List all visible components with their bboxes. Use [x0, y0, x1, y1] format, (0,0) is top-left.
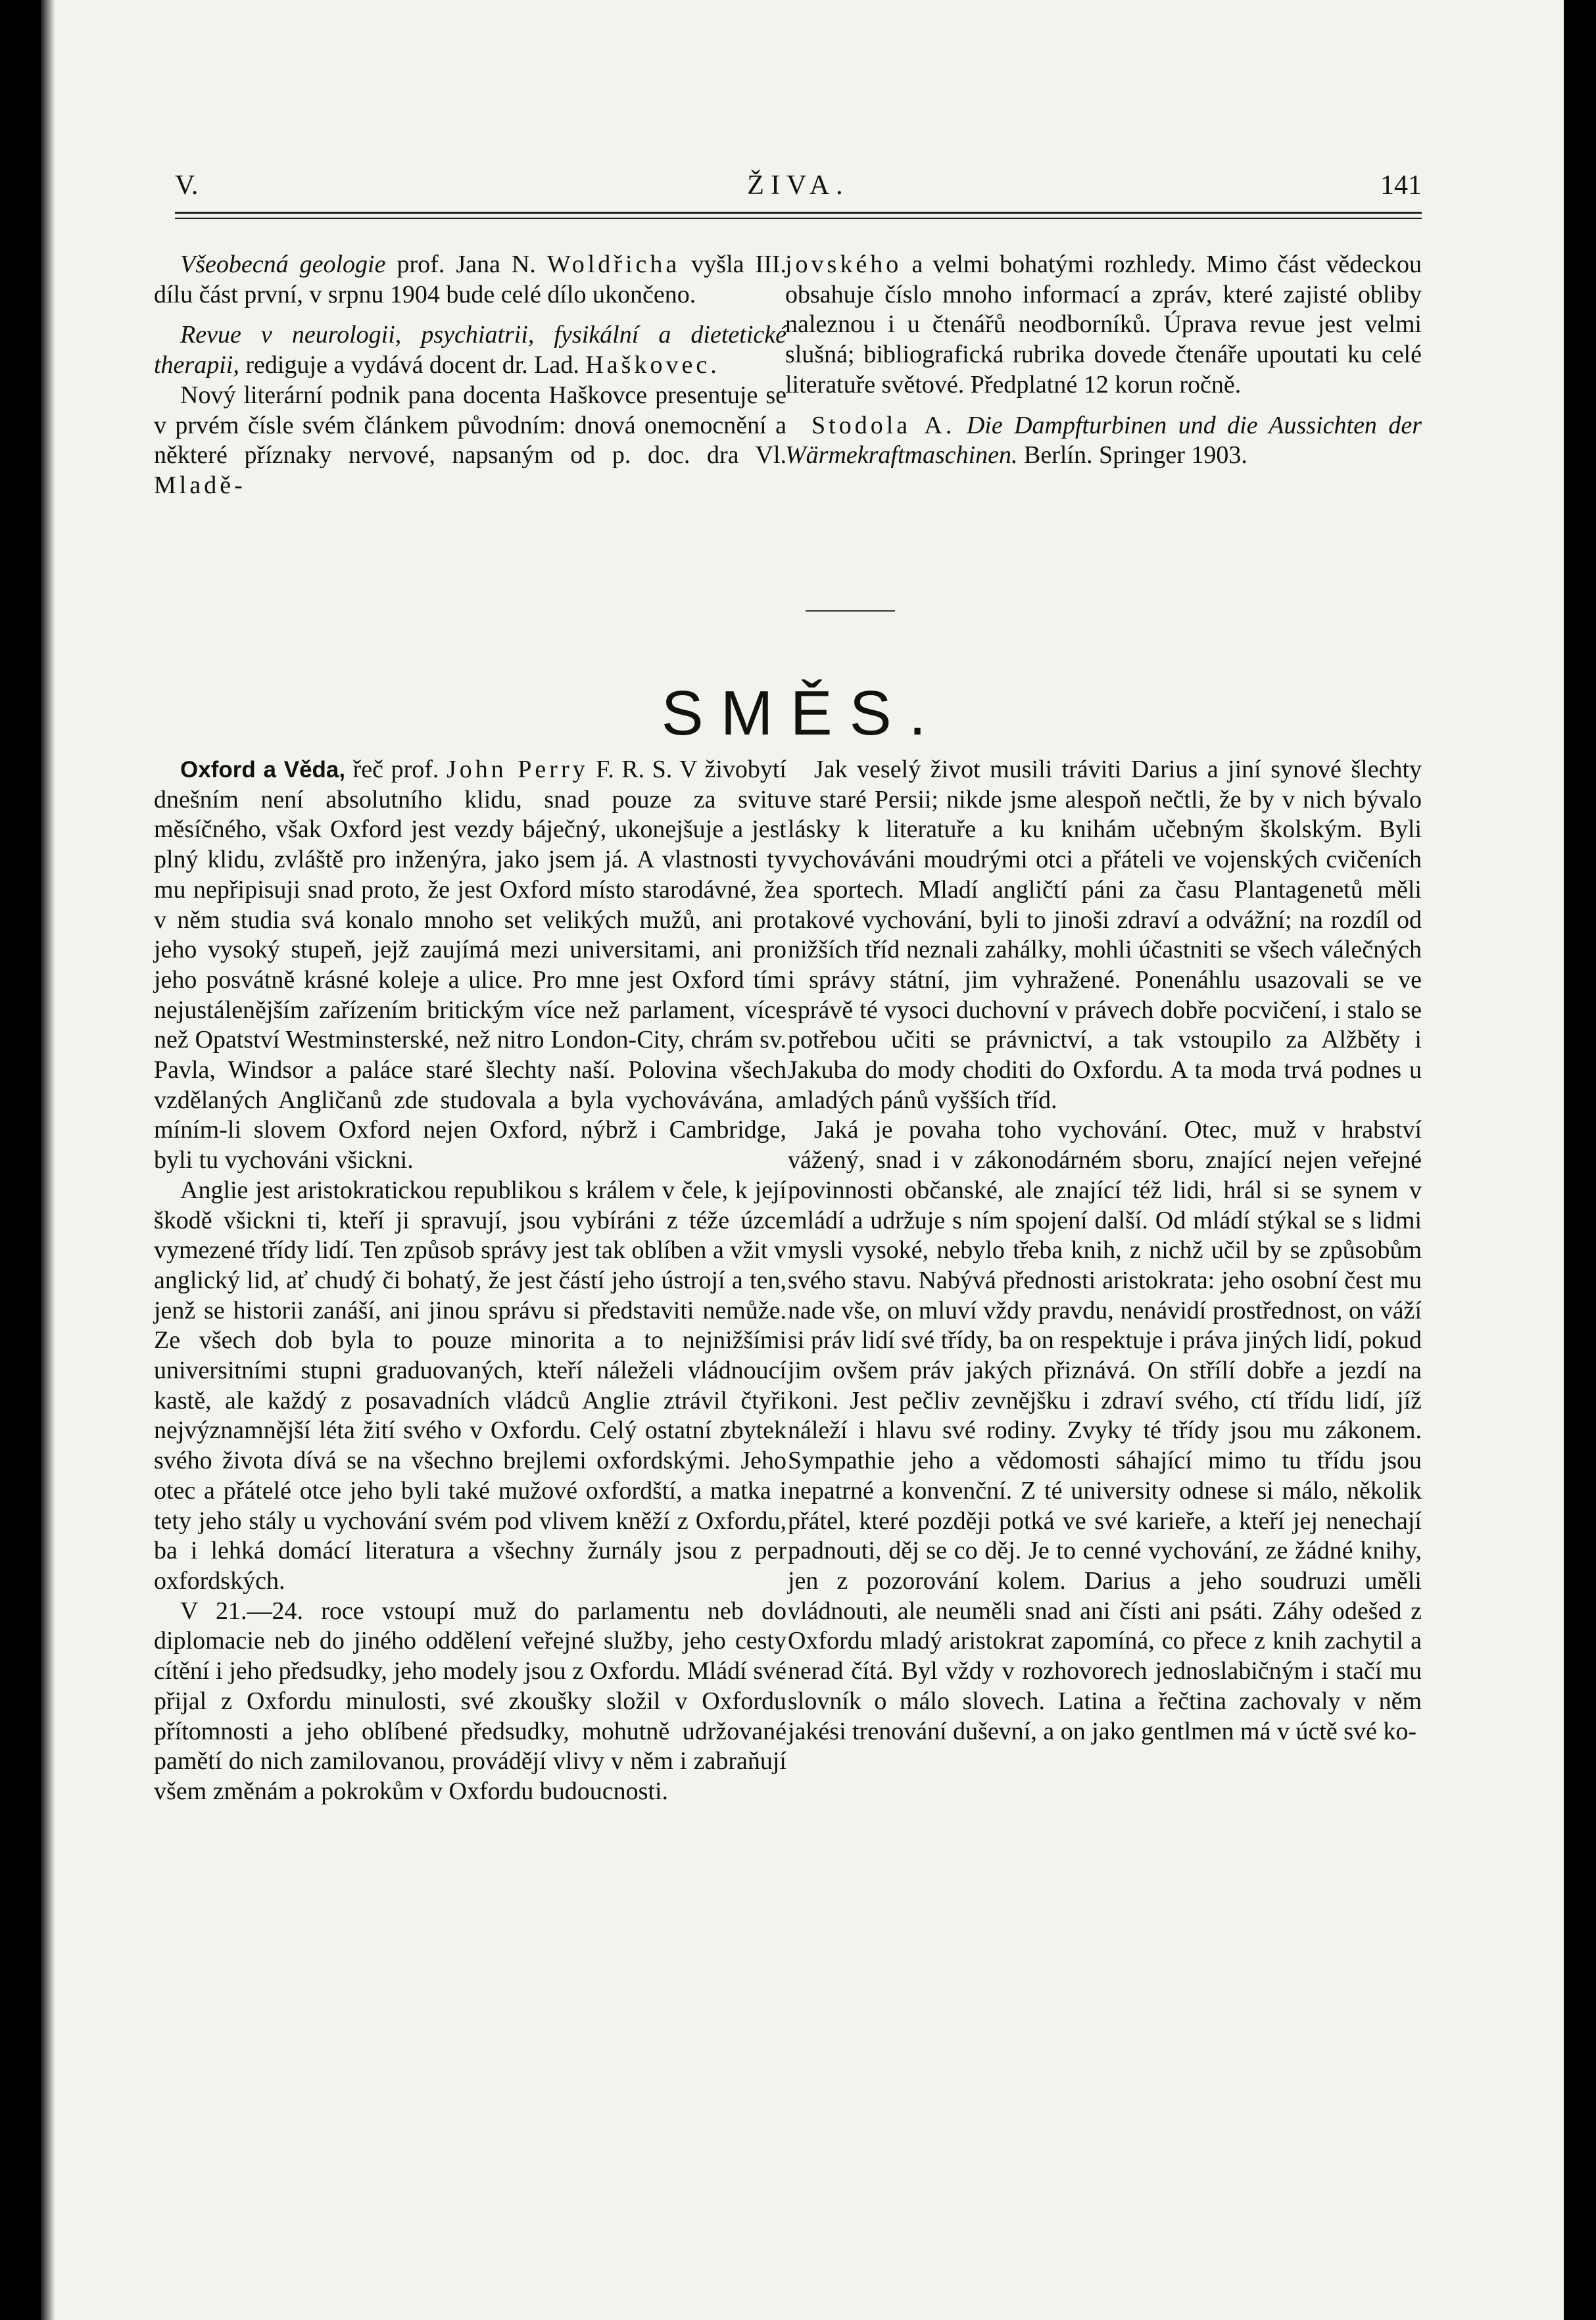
- note-revue-content: Nový literární podnik pana docenta Haškovce presentuje se v prvém čísle svém článkem původním: dnová onemocnění a některé příznaky nervové, napsaným od p. doc. dra Vl. Mladě-: [154, 381, 786, 499]
- volume-label: V.: [175, 170, 199, 201]
- note-revue: Revue v neurologii, psychiatrii, fysikální a dietetické therapii, rediguje a vydává docent dr. Lad. Haškovec.: [154, 321, 786, 379]
- header-double-rule: [175, 212, 1422, 219]
- article-oxford-p2: Anglie jest aristokratickou republikou s králem v čele, k její škodě všickni ti, kteří ji spravují, jsou vybíráni z téže úzce vymezené třídy lidí. Ten způsob správy jest tak oblíben a vžit v anglický lid, ať chudý či bohatý, že jest částí jeho ústrojí a ten, jenž se historii zanáší, ani jinou správu si představiti nemůže. Ze všech dob byla to pouze minorita a to nejnižšími universitními stupni graduovaných, kteří náleželi vládnoucí kastě, ale každý z posavadních vládců Anglie ztrávil čtyři nejvýznamnější léta žití svého v Oxfordu. Celý ostatní zbytek svého života dívá se na všechno brejlemi oxfordskými. Jeho otec a přátelé otce jeho byli také mužové oxfordští, a matka i tety jeho stály u vychování svém pod vlivem kněží z Oxfordu, ba i lehká domácí literatura a všechny žurnály jsou z per oxfordských.: [154, 1176, 786, 1595]
- top-right-column: [785, 250, 1422, 471]
- top-left-column: [154, 250, 786, 501]
- scan-edge-shadow: [41, 0, 55, 2320]
- page-number: 141: [1380, 170, 1422, 201]
- journal-title: ŽIVA.: [747, 170, 850, 201]
- note-stodola: Stodola A. Die Dampfturbinen und die Aussichten der Wärmekraftmaschinen. Berlín. Springer 1903.: [785, 411, 1422, 470]
- journal-page: [41, 0, 1564, 2320]
- note-geologie: Všeobecná geologie prof. Jana N. Woldřicha vyšla III. dílu část první, v srpnu 1904 bude celé dílo ukončeno.: [154, 251, 787, 308]
- section-heading: SMĚS.: [661, 678, 944, 748]
- article-oxford-intro: Oxford a Věda, řeč prof. John Perry F. R. S. V živobytí dnešním není absolutního klidu, snad pouze za svitu měsíčného, však Oxford jest vezdy báječný, ukonejšuje a jest plný klidu, zvláště pro inženýra, jako jsem já. A vlastnosti ty mu nepřipisuji snad proto, že jest Oxford místo starodávné, že v něm studia svá konalo mnoho set velikých mužů, ani pro jeho vysoký stupeň, jejž zaujímá mezi universitami, ani pro jeho posvátně krásné koleje a ulice. Pro mne jest Oxford tím nejustálenějším zařízením britickým více než parlament, více než Opatství Westminsterské, než nitro London-City, chrám sv. Pavla, Windsor a paláce staré šlechty naší. Polovina všech vzdělaných Angličanů zde studovala a byla vychovávána, a míním-li slovem Oxford nejen Oxford, nýbrž i Cambridge, byli tu vychováni všickni.: [154, 756, 786, 1174]
- article-oxford-p3: V 21.—24. roce vstoupí muž do parlamentu neb do diplomacie neb do jiného oddělení veřejné služby, jeho cesty cítění i jeho předsudky, jeho modely jsou z Oxfordu. Mládí své přijal z Oxfordu minulosti, své zkoušky složil v Oxfordu přítomnosti a jeho oblíbené předsudky, mohutně udržované pamětí do nich zamilovanou, provádějí vlivy v něm i zabraňují všem změnám a pokrokům v Oxfordu budoucnosti.: [154, 1597, 786, 1805]
- running-header: [175, 170, 1422, 209]
- note-revue-continued: jovského a velmi bohatými rozhledy. Mimo část vědeckou obsahuje číslo mnoho informací a zpráv, které zajisté obliby naleznou i u čtenářů neodborníků. Úprava revue jest velmi slušná; bibliografická rubrika dovede čtenáře upoutati ku celé literatuře světové. Předplatné 12 korun ročně.: [785, 251, 1422, 399]
- article-oxford-p5: Jaká je povaha toho vychování. Otec, muž v hrabství vážený, snad i v zákonodárném sboru, znající nejen veřejné povinnosti občanské, ale znající též lidi, hrál si se synem v mládí a udržuje s ním spojení další. Od mládí stýkal se s lidmi mysli vysoké, nebylo třeba knih, z nichž učil by se způsobům svého stavu. Nabývá přednosti aristokrata: jeho osobní čest mu nade vše, on mluví vždy pravdu, nenávidí prostřednost, on váží si práv lidí své třídy, ba on respektuje i práva jiných lidí, pokud jim ovšem práv jakých přiznává. On střílí dobře a jezdí na koni. Jest pečliv zevnějšku i zdraví svého, ctí třídu lidí, jíž náleží i hlavu své rodiny. Zvyky té třídy jsou mu zákonem. Sympathie jeho a vědomosti sáhající mimo tu třídu jsou nepatrné a konvenční. Z té university odnese si málo, několik přátel, které později potká ve své karieře, a kteří jej nenechají padnouti, děj se co děj. Je to cenné vychování, ze žádné knihy, jen z pozorování kolem. Darius a jeho soudruzi uměli vládnouti, ale neuměli snad ani čísti ani psáti. Záhy odešed z Oxfordu mladý aristokrat zapomíná, co přece z knih zachytil a nerad čítá. Byl vždy v rozhovorech jednoslabičným i stačí mu slovník o málo slovech. Latina a řečtina zachovaly v něm jakési trenování duševní, a on jako gentlmen má v úctě své ko-: [788, 1116, 1422, 1745]
- smes-left-column: [154, 755, 786, 1807]
- smes-right-column: [788, 755, 1422, 1747]
- section-divider-rule: [806, 610, 895, 612]
- article-oxford-p4: Jak veselý život musili tráviti Darius a jiní synové šlechty ve staré Persii; nikde jsme alespoň nečtli, že by v nich bývalo lásky k literatuře a ku knihám učebným školským. Byli vychováváni moudrými otci a přáteli ve vojenských cvičeních a sportech. Mladí angličtí páni za času Plantagenetů měli takové vychování, byli to jinoši zdraví a odvážní; na rozdíl od nižších tříd neznali zahálky, mohli účastniti se všech válečných i správy státní, jim vyhražené. Ponenáhlu usazovali se ve správě té vysoci duchovní v právech dobře pocvičení, i stalo se potřebou učiti se právnictví, a tak vstoupilo za Alžběty i Jakuba do mody choditi do Oxfordu. A ta moda trvá podnes u mladých pánů vyšších tříd.: [788, 756, 1422, 1114]
